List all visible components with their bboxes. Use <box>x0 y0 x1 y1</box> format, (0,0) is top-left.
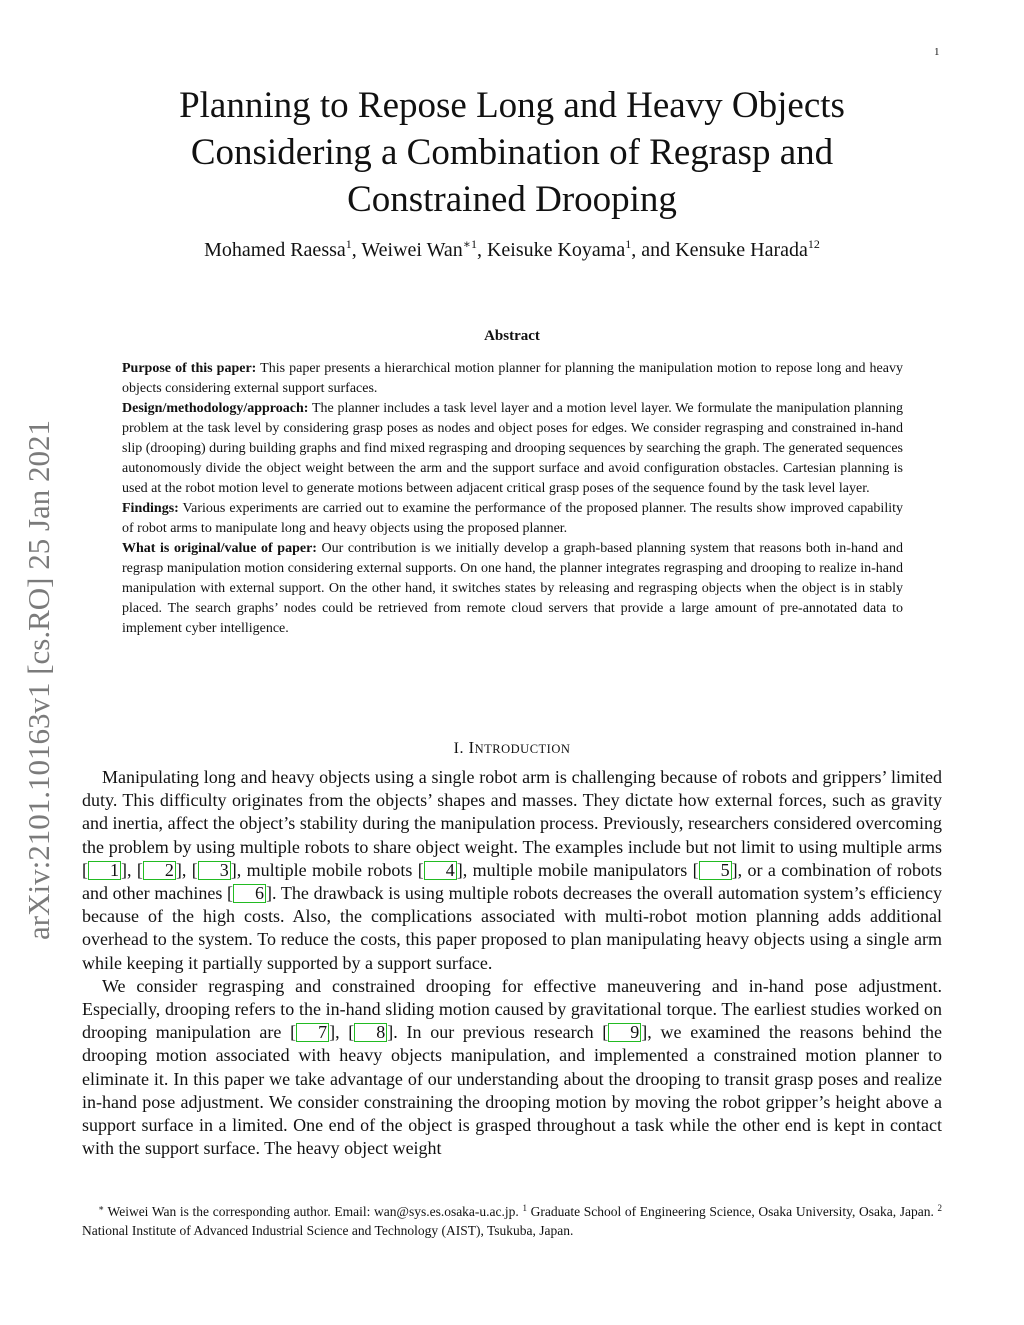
author-name: Kensuke Harada <box>675 239 808 261</box>
section-heading-introduction <box>0 738 1024 758</box>
title-line: Constrained Drooping <box>347 179 677 220</box>
citation-link-1[interactable]: 1 <box>88 861 121 880</box>
citation-link-4[interactable]: 4 <box>424 861 457 880</box>
abstract-originality <box>122 539 903 639</box>
affiliation-mark: 12 <box>807 237 820 251</box>
section-number: I. <box>453 740 469 757</box>
body-text-run: ]. The drawback is using multiple robots decreases the overall automation system’s efficiency because of the high costs. Also, the complications associated with multi-robot motion planning adds additional overhead to the system. To reduce the costs, this paper proposed to plan manipulating heavy objects using a single arm while keeping it partially supported by a support surface. <box>82 883 942 973</box>
citation-link-6[interactable]: 6 <box>233 884 266 903</box>
footnote-mark: 1 <box>522 1203 527 1213</box>
footnote-text: Graduate School of Engineering Science, Osaka University, Osaka, Japan. <box>526 1204 938 1219</box>
author-name: Mohamed Raessa <box>204 239 346 261</box>
footnote <box>82 1202 942 1240</box>
abstract-text: Our contribution is we initially develop a graph-based planning system that reasons both in-hand and regrasp manipulation motion considering external supports. On one hand, the planner integrates regrasping and drooping to realize in-hand manipulation with external support. On the other hand, it switches states by releasing and regrasping objects when the object is in stably placed. The search graphs’ nodes could be retrieved from remote cloud servers that provide a large amount of pre-annotated data to implement cyber intelligence. <box>122 541 903 636</box>
page-number: 1 <box>934 46 940 58</box>
abstract-purpose <box>122 359 903 399</box>
body-text-run: ], multiple mobile manipulators [ <box>456 859 699 880</box>
footnote-text: National Institute of Advanced Industrial Science and Technology (AIST), Tsukuba, Japan. <box>82 1223 574 1238</box>
footnote-text: Weiwei Wan is the corresponding author. Email: wan@sys.es.osaka-u.ac.jp. <box>104 1204 523 1219</box>
citation-link-5[interactable]: 5 <box>699 861 732 880</box>
body-paragraph <box>82 975 942 1161</box>
body-text-run: ], multiple mobile robots [ <box>230 859 424 880</box>
abstract-label: What is original/value of paper: <box>122 541 317 556</box>
arxiv-side-label: arXiv:2101.10163v1 [cs.RO] 25 Jan 2021 <box>21 419 56 940</box>
abstract-label: Design/methodology/approach: <box>122 401 309 416</box>
abstract-text: The planner includes a task level layer and a motion level layer. We formulate the manipulation planning problem at the task level by considering grasp poses as nodes and object poses for edges. We consider regrasping and constrained in-hand slip (drooping) during building graphs and find mixed regrasping and drooping sequences by searching the graph. The generated sequences autonomously divide the object weight between the arm and the support surface and avoid configuration obstacles. Cartesian planning is used at the robot motion level to generate motions between adjacent critical grasp poses of the sequence found by the task level layer. <box>122 401 903 496</box>
body-text-run: ], [ <box>121 859 143 880</box>
affiliation-mark: ∗1 <box>462 237 477 251</box>
body-text-run: ], we examined the reasons behind the drooping motion associated with heavy objects manipulation, and implemented a constrained motion planner to eliminate it. In this paper we take advantage of our understanding about the drooping to transit grasp poses and realize in-hand pose adjustment. We consider constraining the drooping motion by moving the robot gripper’s height above a support surface in a limited. One end of the object is grasped throughout a task while the other end is kept in contact with the support surface. The heavy object weight <box>82 1022 942 1159</box>
abstract-text: Various experiments are carried out to examine the performance of the proposed planner. The results show improved capability of robot arms to manipulate long and heavy objects using the proposed planner. <box>122 501 903 536</box>
affiliation-mark: 1 <box>345 237 352 251</box>
introduction-body <box>82 766 942 1160</box>
body-text-run: ]. In our previous research [ <box>387 1022 609 1043</box>
author-name: Keisuke Koyama <box>486 239 626 261</box>
abstract-label: Findings: <box>122 501 179 516</box>
abstract-heading: Abstract <box>484 328 540 344</box>
title-line: Planning to Repose Long and Heavy Objects <box>179 85 845 126</box>
abstract-text: This paper presents a hierarchical motion planner for planning the manipulation motion to repose long and heavy objects considering external support surfaces. <box>122 361 903 396</box>
section-title-rest: NTRODUCTION <box>474 742 571 756</box>
abstract-findings <box>122 499 903 539</box>
citation-link-3[interactable]: 3 <box>198 861 231 880</box>
citation-link-2[interactable]: 2 <box>143 861 176 880</box>
section-title-initial: I <box>468 738 475 757</box>
footnote-mark: ∗ <box>98 1203 105 1213</box>
abstract-label: Purpose of this paper: <box>122 361 257 376</box>
body-text-run: ], [ <box>175 859 198 880</box>
author-separator: , and <box>631 239 676 261</box>
citation-link-7[interactable]: 7 <box>296 1023 329 1042</box>
affiliation-mark: 1 <box>625 237 632 251</box>
author-separator: , <box>351 239 362 261</box>
body-text-run: Manipulating long and heavy objects using a single robot arm is challenging because of robots and grippers’ limited duty. This difficulty originates from the objects’ shapes and masses. They dictate how external forces, such as gravity and inertia, affect the object’s stability during the manipulation process. Previously, researchers considered overcoming the problem by using multiple robots to share object weight. The examples include but not limit to using multiple arms [ <box>82 767 942 880</box>
body-text-run: We consider regrasping and constrained drooping for effective maneuvering and in-hand pose adjustment. Especially, drooping refers to the in-hand sliding motion caused by gravitational torque. The earliest studies worked on drooping manipulation are [ <box>82 975 942 1043</box>
abstract-body <box>122 359 903 639</box>
body-text-run: ], [ <box>329 1022 355 1043</box>
footnote-mark: 2 <box>937 1203 943 1213</box>
paper-title <box>110 82 914 223</box>
body-text-run: ], or a combination of robots and other machines [ <box>82 859 942 904</box>
title-line: Considering a Combination of Regrasp and <box>190 132 834 173</box>
author-separator: , <box>476 239 487 261</box>
abstract-design <box>122 399 903 499</box>
author-name: Weiwei Wan <box>361 239 463 261</box>
body-paragraph <box>82 766 942 975</box>
author-list <box>60 236 964 264</box>
citation-link-9[interactable]: 9 <box>608 1023 641 1042</box>
citation-link-8[interactable]: 8 <box>354 1023 387 1042</box>
